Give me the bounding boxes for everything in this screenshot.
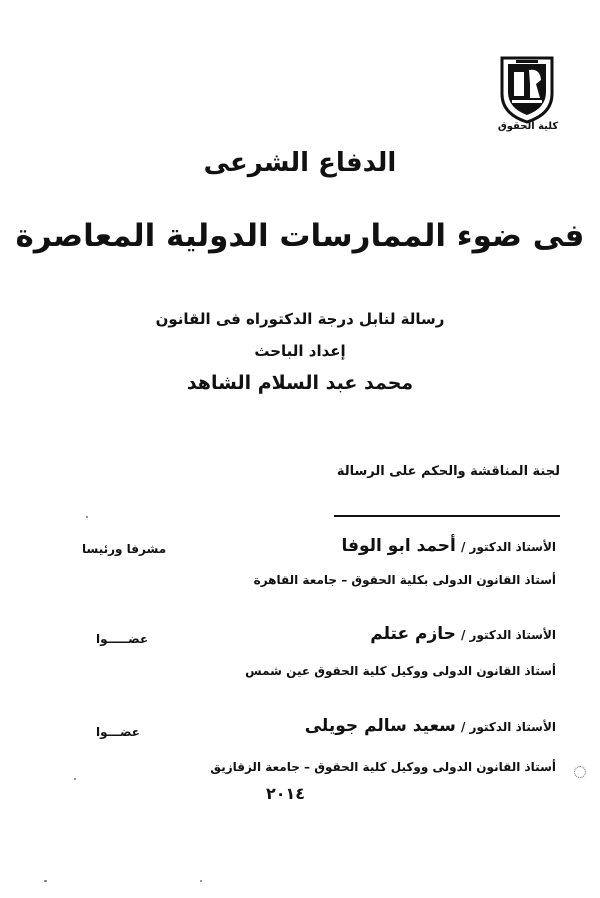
member-title: الأستاذ الدكتور /: [460, 720, 556, 734]
member-3-line: [305, 716, 556, 736]
scan-speck: [200, 880, 202, 882]
member-name: أحمد ابو الوفا: [341, 536, 456, 556]
member-role: مشرفا ورئيسا: [82, 542, 167, 556]
scan-speck: [574, 766, 586, 778]
member-1-line: [342, 536, 557, 556]
member-role: عضـــوا: [96, 725, 140, 739]
member-name: سعيد سالم جويلى: [304, 716, 456, 736]
member-title: الأستاذ الدكتور /: [460, 628, 556, 642]
scan-speck: [44, 880, 47, 882]
member-description: أستاذ القانون الدولى بكلية الحقوق – جامعة القاهرة: [253, 573, 556, 587]
member-title: الأستاذ الدكتور /: [460, 540, 556, 554]
thesis-subtitle: فى ضوء الممارسات الدولية المعاصرة: [15, 218, 585, 254]
member-role: عضـــــوا: [96, 632, 149, 646]
faculty-caption: كلية الحقوق: [497, 121, 559, 132]
divider: [334, 515, 560, 517]
scan-speck: [86, 516, 88, 518]
degree-statement: رسالة لنابل درجة الدكتوراه فى القانون: [155, 310, 445, 328]
member-description: أستاذ القانون الدولى ووكيل كلية الحقوق – جامعة الزقازيق: [210, 760, 556, 774]
scan-speck: [74, 778, 76, 780]
committee-heading: لجنة المناقشة والحكم على الرسالة: [336, 464, 560, 479]
researcher-name: محمد عبد السلام الشاهد: [186, 372, 414, 394]
year: ٢٠١٤: [266, 784, 306, 803]
member-description: أستاذ القانون الدولى ووكيل كلية الحقوق عين شمس: [245, 664, 556, 678]
member-2-line: [370, 624, 556, 644]
member-name: حازم عتلم: [370, 624, 456, 644]
thesis-title: الدفاع الشرعى: [203, 148, 397, 178]
prepared-by-label: إعداد الباحث: [254, 342, 346, 360]
